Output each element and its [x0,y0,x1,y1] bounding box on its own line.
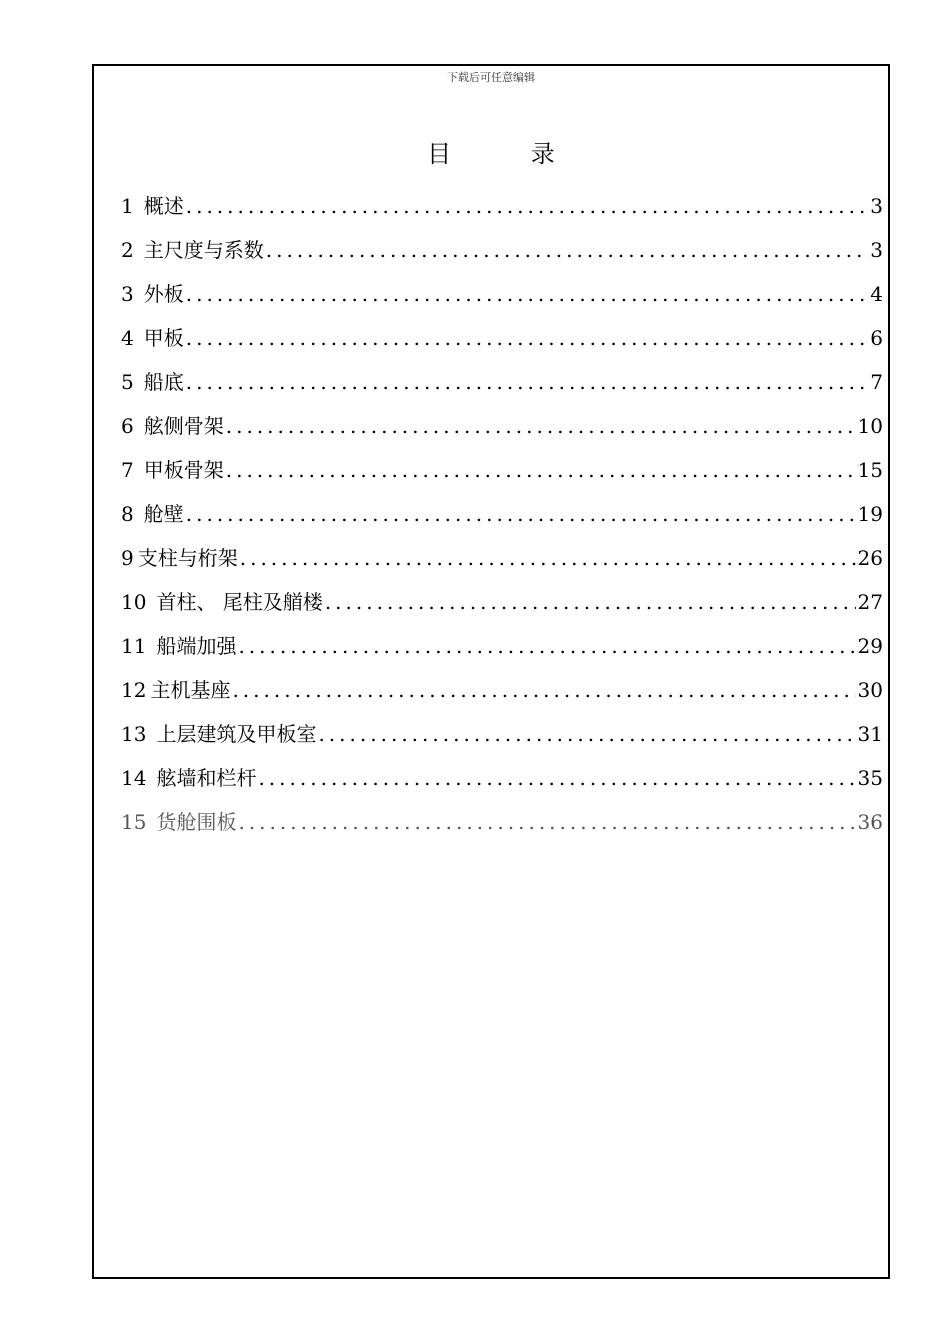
toc-leader-dots [186,322,869,354]
toc-entry-number: 4 [121,326,134,350]
toc-entry-8[interactable] [121,498,883,542]
toc-leader-dots [238,630,855,662]
toc-entry-text: 舱壁 [143,502,184,526]
toc-leader-dots [325,586,856,618]
toc-entry-page: 27 [857,590,883,614]
toc-entry-text: 船端加强 [156,634,237,658]
toc-entry-label [121,718,316,750]
toc-entry-number: 12 [121,678,147,702]
toc-entry-number: 9 [121,546,134,570]
toc-entry-number: 11 [121,634,147,658]
toc-title: 目 录 [427,140,591,168]
toc-entry-page: 15 [857,458,883,482]
toc-entry-label [121,234,264,266]
toc-entry-2[interactable] [121,234,883,278]
toc-entry-9[interactable] [121,542,883,586]
toc-entry-text: 主机基座 [150,678,231,702]
toc-entry-page: 6 [870,326,883,350]
toc-entry-7[interactable] [121,454,883,498]
toc-entry-label [121,410,224,442]
toc-entry-page: 29 [857,634,883,658]
toc-entry-text: 货舱围板 [156,810,237,834]
toc-entry-number: 13 [121,722,147,746]
toc-entry-text: 外板 [143,282,184,306]
toc-entry-number: 3 [121,282,134,306]
toc-entry-label [121,498,184,530]
toc-entry-page: 10 [857,414,883,438]
toc-entry-number: 6 [121,414,134,438]
toc-entry-11[interactable] [121,630,883,674]
toc-entry-number: 8 [121,502,134,526]
toc-entry-label [121,322,184,354]
toc-entry-label [121,366,184,398]
toc-leader-dots [186,366,869,398]
toc-entry-5[interactable] [121,366,883,410]
toc-leader-dots [266,234,869,266]
toc-entry-page: 3 [870,238,883,262]
toc-leader-dots [232,674,855,706]
toc-entry-number: 15 [121,810,147,834]
toc-entry-text: 首柱、 尾柱及艏楼 [156,590,323,614]
toc-entry-15[interactable] [121,806,883,850]
toc-entry-text: 主尺度与系数 [143,238,264,262]
toc-entry-text: 概述 [143,194,184,218]
toc-entry-text: 船底 [143,370,184,394]
toc-entry-label [121,762,256,794]
toc-entry-4[interactable] [121,322,883,366]
toc-leader-dots [318,718,855,750]
toc-entry-text: 甲板 [143,326,184,350]
toc-entry-number: 2 [121,238,134,262]
toc-leader-dots [186,498,856,530]
toc-entry-label [121,190,184,222]
toc-entry-page: 19 [857,502,883,526]
toc-entry-page: 7 [870,370,883,394]
toc-entry-label [121,542,238,574]
toc-entry-number: 14 [121,766,147,790]
toc-entry-page: 30 [857,678,883,702]
toc-leader-dots [238,806,855,838]
toc-leader-dots [258,762,855,794]
toc-entry-label [121,806,236,838]
toc-entry-label [121,674,230,706]
toc-entry-label [121,278,184,310]
toc-leader-dots [226,410,856,442]
toc-leader-dots [240,542,856,574]
toc-entry-text: 支柱与桁架 [137,546,238,570]
toc-entry-text: 甲板骨架 [143,458,224,482]
toc-entry-14[interactable] [121,762,883,806]
toc-entry-label [121,586,323,618]
toc-entry-12[interactable] [121,674,883,718]
toc-entry-13[interactable] [121,718,883,762]
toc-entry-page: 26 [857,546,883,570]
toc-entry-10[interactable] [121,586,883,630]
toc-entry-number: 5 [121,370,134,394]
toc-entry-label [121,630,236,662]
toc-entry-text: 舷侧骨架 [143,414,224,438]
toc-leader-dots [186,190,869,222]
header-note: 下载后可任意编辑 [447,71,535,84]
toc-entry-1[interactable] [121,190,883,234]
toc-leader-dots [186,278,869,310]
toc-list [121,190,883,850]
toc-entry-page: 36 [857,810,883,834]
toc-entry-number: 1 [121,194,134,218]
toc-entry-6[interactable] [121,410,883,454]
toc-entry-page: 4 [870,282,883,306]
toc-entry-number: 7 [121,458,134,482]
page-frame [92,64,890,1279]
toc-entry-label [121,454,224,486]
toc-entry-page: 35 [857,766,883,790]
toc-entry-text: 上层建筑及甲板室 [156,722,317,746]
toc-entry-number: 10 [121,590,147,614]
toc-leader-dots [226,454,856,486]
toc-entry-page: 31 [857,722,883,746]
toc-entry-3[interactable] [121,278,883,322]
toc-entry-text: 舷墙和栏杆 [156,766,257,790]
toc-entry-page: 3 [870,194,883,218]
